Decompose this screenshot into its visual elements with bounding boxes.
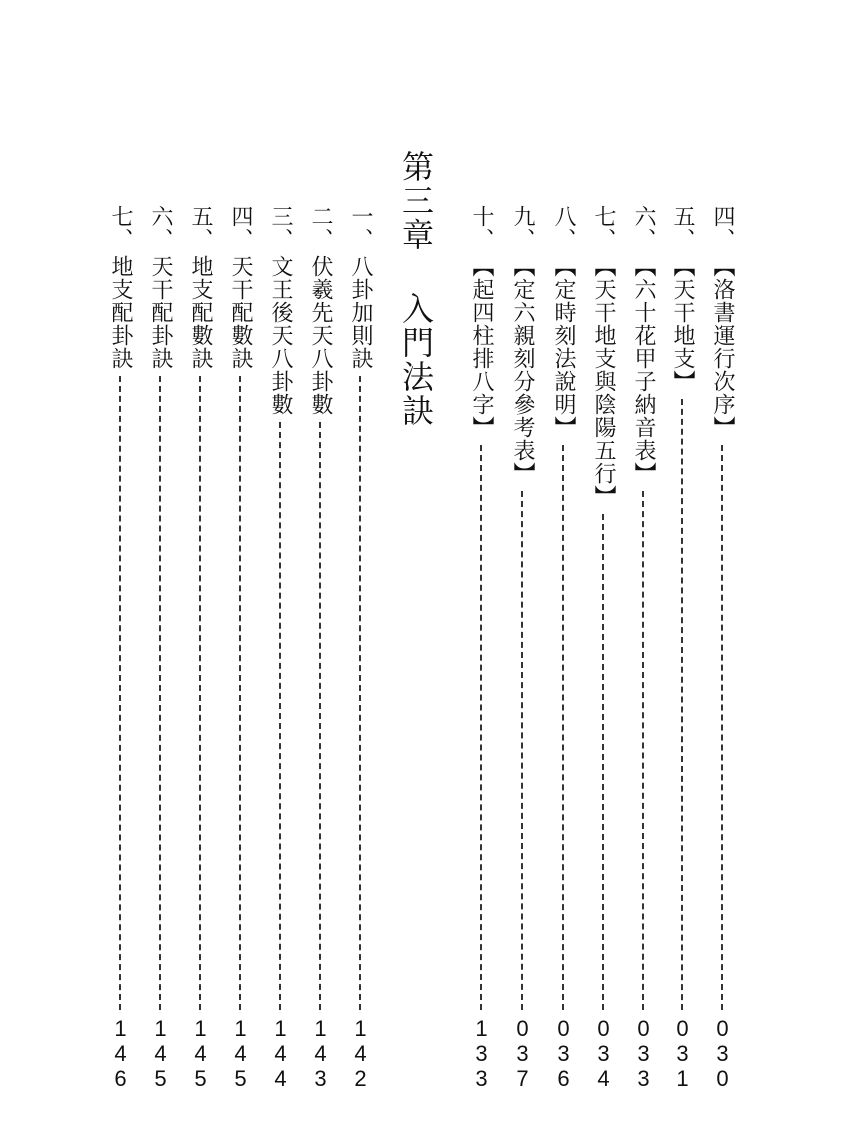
dot-leader [721, 445, 723, 1010]
dot-leader [562, 445, 564, 1010]
entry-number: 六、 [631, 205, 656, 251]
entry-number: 五、 [670, 205, 695, 251]
toc-entry[interactable] [507, 205, 537, 1100]
dot-leader [602, 514, 604, 1010]
toc-entry[interactable] [667, 205, 697, 1100]
dot-leader [681, 399, 683, 1010]
entry-page: 145 [188, 1016, 213, 1091]
entry-number: 九、 [510, 205, 535, 251]
toc-entry[interactable] [628, 205, 658, 1100]
entry-page: 145 [148, 1016, 173, 1091]
entry-title: 【定時刻法說明】 [551, 255, 576, 439]
toc-entry[interactable] [185, 205, 215, 1100]
toc-entry[interactable] [225, 205, 255, 1100]
entry-page: 034 [591, 1016, 616, 1091]
entry-number: 八、 [551, 205, 576, 251]
toc-entry[interactable] [105, 205, 135, 1100]
entry-title: 伏羲先天八卦數 [308, 255, 333, 416]
entry-page: 036 [551, 1016, 576, 1091]
entry-page: 033 [631, 1016, 656, 1091]
entry-number: 七、 [591, 205, 616, 251]
dot-leader [159, 376, 161, 1010]
entry-number: 七、 [108, 205, 133, 251]
dot-leader [199, 376, 201, 1010]
entry-title: 【洛書運行次序】 [710, 255, 735, 439]
entry-number: 二、 [308, 205, 333, 251]
entry-title: 地支配卦訣 [108, 255, 133, 370]
entry-page: 031 [670, 1016, 695, 1091]
dot-leader [119, 376, 121, 1010]
entry-page: 144 [268, 1016, 293, 1091]
entry-title: 【天干地支與陰陽五行】 [591, 255, 616, 508]
toc-entry[interactable] [145, 205, 175, 1100]
toc-entry[interactable] [265, 205, 295, 1100]
entry-number: 三、 [268, 205, 293, 251]
entry-page: 037 [510, 1016, 535, 1091]
entry-page: 133 [469, 1016, 494, 1091]
dot-leader [480, 445, 482, 1010]
dot-leader [239, 376, 241, 1010]
entry-number: 四、 [710, 205, 735, 251]
entry-title: 【天干地支】 [670, 255, 695, 393]
toc-entry[interactable] [305, 205, 335, 1100]
entry-title: 【六十花甲子納音表】 [631, 255, 656, 485]
dot-leader [359, 376, 361, 1010]
dot-leader [319, 422, 321, 1010]
chapter-name: 入門法訣 [397, 292, 435, 428]
entry-number: 十、 [469, 205, 494, 251]
dot-leader [279, 422, 281, 1010]
entry-title: 文王後天八卦數 [268, 255, 293, 416]
entry-title: 天干配數訣 [228, 255, 253, 370]
entry-page: 146 [108, 1016, 133, 1091]
dot-leader [642, 491, 644, 1010]
entry-number: 四、 [228, 205, 253, 251]
toc-entry[interactable] [345, 205, 375, 1100]
toc-entry[interactable] [466, 205, 496, 1100]
toc-entry[interactable] [588, 205, 618, 1100]
entry-title: 八卦加則訣 [348, 255, 373, 370]
entry-number: 一、 [348, 205, 373, 251]
toc-entry[interactable] [707, 205, 737, 1100]
entry-page: 145 [228, 1016, 253, 1091]
entry-title: 【定六親刻分參考表】 [510, 255, 535, 485]
chapter-label: 第三章 [397, 150, 435, 252]
chapter-heading [388, 150, 438, 428]
entry-number: 五、 [188, 205, 213, 251]
entry-page: 143 [308, 1016, 333, 1091]
entry-title: 天干配卦訣 [148, 255, 173, 370]
dot-leader [521, 491, 523, 1010]
entry-title: 地支配數訣 [188, 255, 213, 370]
entry-title: 【起四柱排八字】 [469, 255, 494, 439]
entry-page: 030 [710, 1016, 735, 1091]
entry-page: 142 [348, 1016, 373, 1091]
entry-number: 六、 [148, 205, 173, 251]
toc-entry[interactable] [548, 205, 578, 1100]
